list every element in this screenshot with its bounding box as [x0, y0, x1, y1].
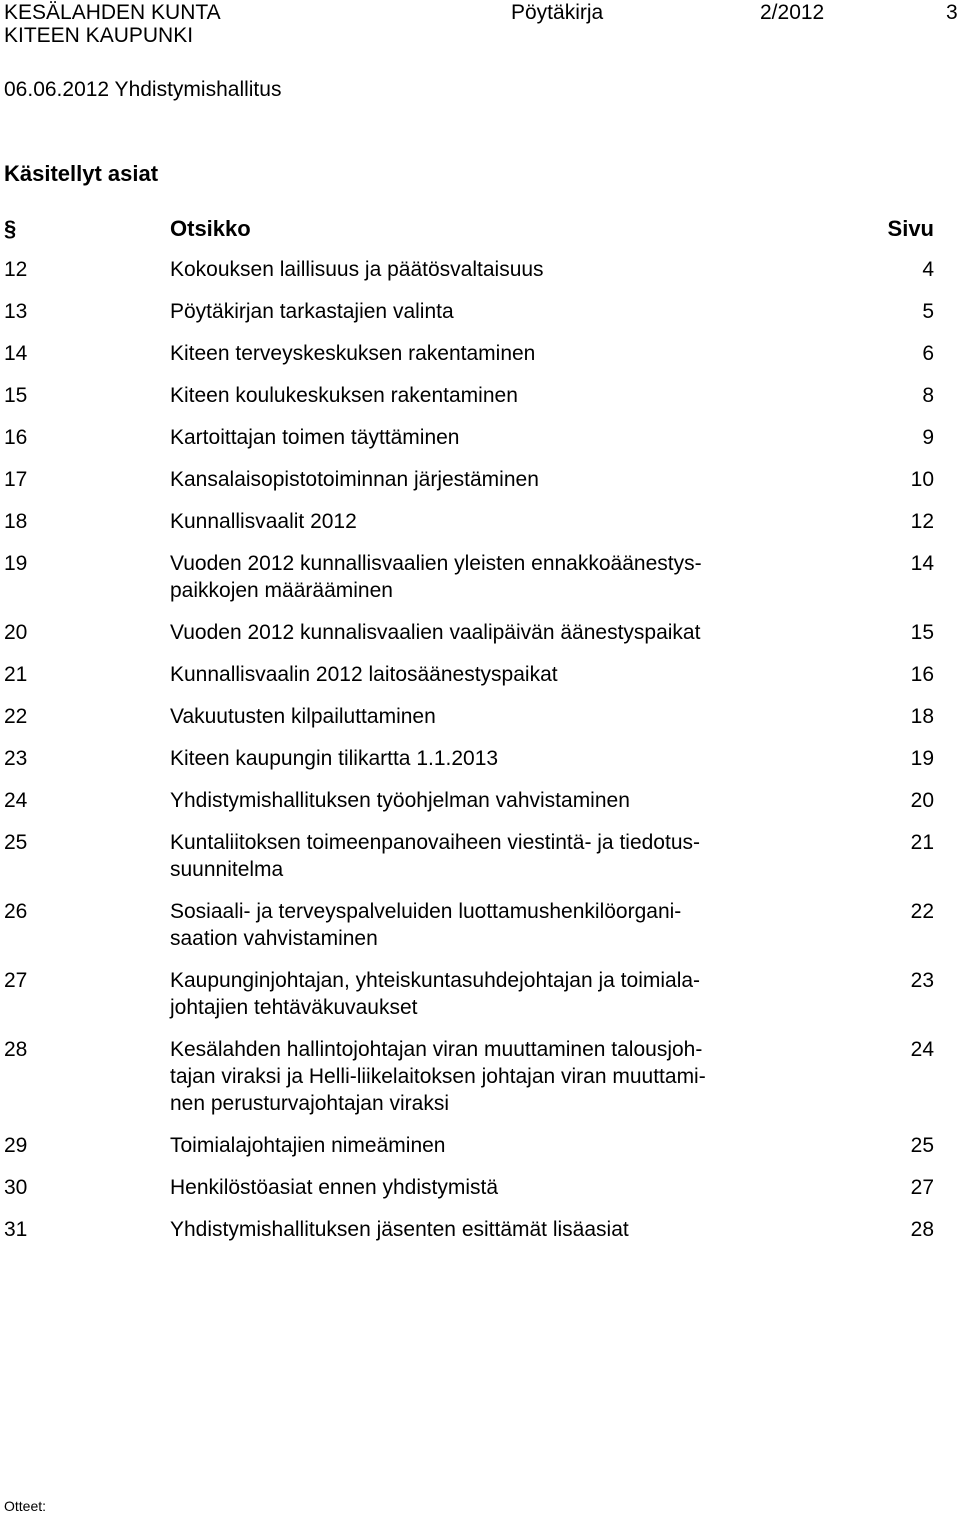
- row-title: [170, 424, 770, 451]
- row-title-line: saation vahvistaminen: [170, 927, 378, 950]
- row-page-number: 27: [910, 1176, 934, 1199]
- row-page-number: 18: [910, 705, 934, 728]
- row-title: [170, 787, 770, 814]
- row-section-number: 30: [4, 1176, 28, 1199]
- row-title: [170, 382, 770, 409]
- row-title: [170, 745, 770, 772]
- row-title: [170, 298, 770, 325]
- row-title-line: Yhdistymishallituksen jäsenten esittämät lisäasiat: [170, 1218, 629, 1241]
- row-page-number: 8: [922, 384, 934, 407]
- row-title: [170, 508, 770, 535]
- document-number: 2/2012: [760, 1, 825, 24]
- row-section-number: 31: [4, 1218, 28, 1241]
- row-section-number: 16: [4, 426, 28, 449]
- row-page-number: 9: [922, 426, 934, 449]
- row-page-number: 25: [910, 1134, 934, 1157]
- row-section-number: 23: [4, 747, 28, 770]
- row-page-number: 14: [910, 552, 934, 575]
- row-title-line: paikkojen määrääminen: [170, 579, 393, 602]
- row-title-line: Kansalaisopistotoiminnan järjestäminen: [170, 468, 539, 491]
- row-title-line: johtajien tehtäväkuvaukset: [170, 996, 418, 1019]
- row-title: [170, 1174, 770, 1201]
- row-title: [170, 898, 770, 952]
- section-title: Käsitellyt asiat: [4, 161, 159, 186]
- row-title-line: Henkilöstöasiat ennen yhdistymistä: [170, 1176, 499, 1199]
- row-title-line: Kunnallisvaalit 2012: [170, 510, 357, 533]
- row-title-line: Kiteen kaupungin tilikartta 1.1.2013: [170, 747, 499, 770]
- row-page-number: 21: [910, 831, 934, 854]
- row-page-number: 6: [922, 342, 934, 365]
- row-title-line: Kiteen terveyskeskuksen rakentaminen: [170, 342, 536, 365]
- row-page-number: 22: [910, 900, 934, 923]
- org-name-line-1: KESÄLAHDEN KUNTA: [4, 1, 221, 24]
- row-title-line: Yhdistymishallituksen työohjelman vahvistaminen: [170, 789, 630, 812]
- row-title: [170, 340, 770, 367]
- row-section-number: 19: [4, 552, 28, 575]
- row-page-number: 5: [922, 300, 934, 323]
- row-title: [170, 829, 770, 883]
- row-title-line: Vuoden 2012 kunnalisvaalien vaalipäivän äänestyspaikat: [170, 621, 701, 644]
- row-title: [170, 466, 770, 493]
- org-name-line-2: KITEEN KAUPUNKI: [4, 24, 194, 47]
- row-title-line: Sosiaali- ja terveyspalveluiden luottamushenkilöorgani-: [170, 900, 682, 923]
- row-title-line: Kartoittajan toimen täyttäminen: [170, 426, 460, 449]
- row-page-number: 24: [910, 1038, 934, 1061]
- row-title: [170, 967, 770, 1021]
- row-page-number: 10: [910, 468, 934, 491]
- row-title: [170, 661, 770, 688]
- row-title: [170, 619, 770, 646]
- row-title-line: Vuoden 2012 kunnallisvaalien yleisten ennakkoäänestys-: [170, 552, 702, 575]
- row-section-number: 25: [4, 831, 28, 854]
- row-section-number: 27: [4, 969, 28, 992]
- column-header-section: §: [4, 216, 17, 241]
- row-page-number: 19: [910, 747, 934, 770]
- row-section-number: 24: [4, 789, 28, 812]
- meeting-date-body: 06.06.2012 Yhdistymishallitus: [4, 78, 282, 101]
- row-title-line: Toimialajohtajien nimeäminen: [170, 1134, 446, 1157]
- row-section-number: 17: [4, 468, 28, 491]
- row-section-number: 28: [4, 1038, 28, 1061]
- column-header-page: Sivu: [887, 216, 934, 241]
- row-section-number: 13: [4, 300, 28, 323]
- row-section-number: 12: [4, 258, 28, 281]
- row-title-line: Kokouksen laillisuus ja päätösvaltaisuus: [170, 258, 544, 281]
- row-title-line: tajan viraksi ja Helli-liikelaitoksen johtajan viran muuttami-: [170, 1065, 706, 1088]
- row-title-line: Vakuutusten kilpailuttaminen: [170, 705, 436, 728]
- row-title: [170, 550, 770, 604]
- row-title: [170, 703, 770, 730]
- row-page-number: 28: [910, 1218, 934, 1241]
- document-type: Pöytäkirja: [511, 1, 604, 24]
- row-title-line: Kesälahden hallintojohtajan viran muuttaminen talousjoh-: [170, 1038, 703, 1061]
- row-title-line: Kaupunginjohtajan, yhteiskuntasuhdejohtajan ja toimiala-: [170, 969, 701, 992]
- row-section-number: 14: [4, 342, 28, 365]
- row-title: [170, 1216, 770, 1243]
- page-number: 3: [946, 1, 958, 24]
- row-section-number: 22: [4, 705, 28, 728]
- footer-label: Otteet:: [4, 1498, 47, 1514]
- row-section-number: 15: [4, 384, 28, 407]
- row-title-line: nen perusturvajohtajan viraksi: [170, 1092, 449, 1115]
- row-section-number: 29: [4, 1134, 28, 1157]
- row-title-line: suunnitelma: [170, 858, 284, 881]
- row-page-number: 15: [910, 621, 934, 644]
- column-header-title: Otsikko: [170, 216, 251, 241]
- row-section-number: 20: [4, 621, 28, 644]
- row-title-line: Kiteen koulukeskuksen rakentaminen: [170, 384, 518, 407]
- row-title-line: Kuntaliitoksen toimeenpanovaiheen viestintä- ja tiedotus-: [170, 831, 700, 854]
- row-title-line: Kunnallisvaalin 2012 laitosäänestyspaikat: [170, 663, 558, 686]
- row-page-number: 20: [910, 789, 934, 812]
- row-title-line: Pöytäkirjan tarkastajien valinta: [170, 300, 454, 323]
- row-section-number: 18: [4, 510, 28, 533]
- row-page-number: 12: [910, 510, 934, 533]
- row-page-number: 23: [910, 969, 934, 992]
- row-section-number: 21: [4, 663, 28, 686]
- row-page-number: 4: [922, 258, 934, 281]
- row-title: [170, 256, 770, 283]
- row-page-number: 16: [910, 663, 934, 686]
- row-title: [170, 1036, 770, 1117]
- row-title: [170, 1132, 770, 1159]
- row-section-number: 26: [4, 900, 28, 923]
